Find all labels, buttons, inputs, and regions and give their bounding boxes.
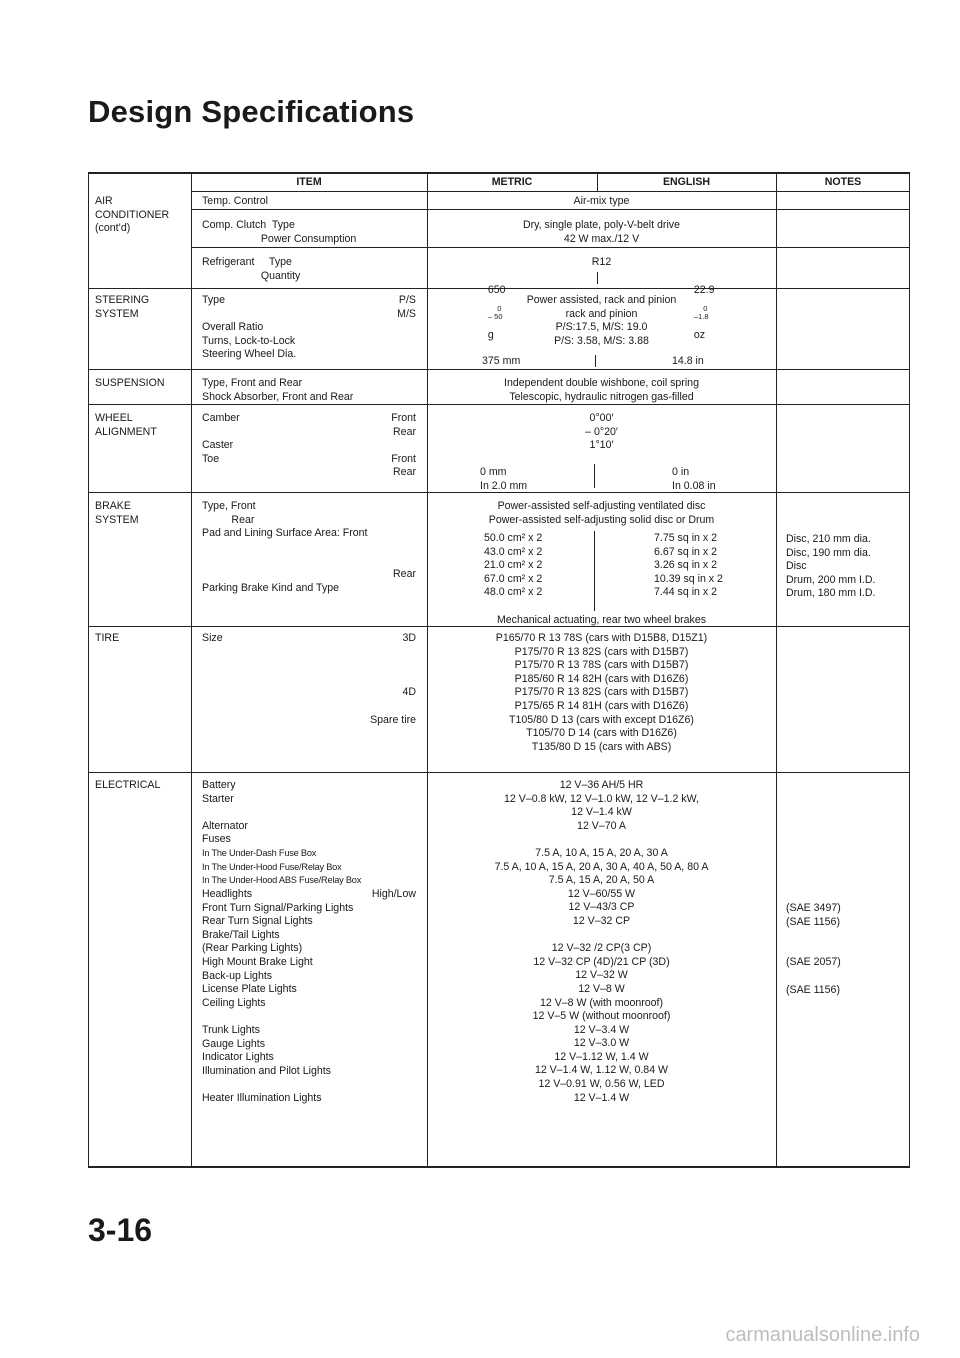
row-rule xyxy=(191,247,910,248)
ac-temp-val: Air-mix type xyxy=(573,195,630,207)
steering-val: Power assisted, rack and pinion rack and pinion P/S:17.5, M/S: 19.0 P/S: 3.58, M/S: 3.88 xyxy=(526,294,677,347)
brake-english-item: 3.26 sq in x 2 xyxy=(654,559,718,572)
ac-clutch-val: Dry, single plate, poly-V-belt drive 42 W max./12 V xyxy=(522,219,680,245)
steering-item-right: P/S M/S xyxy=(397,294,416,320)
ac-refr-type: R12 xyxy=(591,256,612,268)
section-rule xyxy=(88,369,910,370)
section-rule xyxy=(88,772,910,773)
tire-item-right: 3D 4D Spare tire xyxy=(370,632,416,726)
header-rule xyxy=(191,191,910,192)
ac-clutch-item: Comp. Clutch Type Power Consumption xyxy=(202,219,357,245)
alignment-toe-english: 0 in In 0.08 in xyxy=(672,466,716,492)
suspension-val: Independent double wishbone, coil spring Telescopic, hydraulic nitrogen gas-filled xyxy=(504,377,699,403)
page-title: Design Specifications xyxy=(88,94,415,129)
section-ac: AIR CONDITIONER (cont’d) xyxy=(95,195,170,235)
section-brake: BRAKE SYSTEM xyxy=(95,500,139,526)
alignment-val: 0°00′ – 0°20′ 1°10′ xyxy=(585,412,618,452)
header-metric: METRIC xyxy=(491,176,533,188)
ac-refr-metric: 650 0 – 50 g xyxy=(487,283,506,342)
brake-metric-item: 21.0 cm² x 2 xyxy=(484,559,543,572)
section-electrical: ELECTRICAL xyxy=(95,779,161,791)
brake-metric-item: 50.0 cm² x 2 xyxy=(484,532,543,544)
split-mark xyxy=(595,355,596,367)
brake-metric-item: 43.0 cm² x 2 xyxy=(484,545,543,558)
page-number: 3-16 xyxy=(88,1212,153,1248)
electrical-notes: (SAE 3497) (SAE 1156) (SAE 2057) (SAE 1156) xyxy=(786,902,841,996)
brake-english-item: 6.67 sq in x 2 xyxy=(654,545,718,558)
electrical-headlight-right: High/Low xyxy=(371,888,416,900)
header-item: ITEM xyxy=(296,176,322,188)
split-mark xyxy=(597,272,598,284)
tire-val: P165/70 R 13 78S (cars with D15B8, D15Z1) P175/70 R 13 82S (cars with D15B7) P175/70 R 13 78S (cars with D15B7) P185/60 R 14 82H (cars with D16Z6) P175/70 R 13 82S (cars with D15B7) P175/65 R 14 81H (cars with D16Z6) T105/80 D 13 (cars with except D16Z6) T105/70 D 14 (cars with D16Z6) T135/80 D 15 (cars with ABS) xyxy=(495,632,708,753)
brake-english-list xyxy=(654,532,723,600)
brake-val-top: Power-assisted self-adjusting ventilated disc Power-assisted self-adjusting solid disc or Drum xyxy=(488,500,715,526)
electrical-fuse-items: In The Under-Dash Fuse Box In The Under-Hood Fuse/Relay Box In The Under-Hood ABS Fuse/Relay Box xyxy=(202,848,362,886)
alignment-item-right: Front Rear Front Rear xyxy=(391,412,416,479)
row-rule xyxy=(191,209,910,210)
section-tire: TIRE xyxy=(95,632,120,644)
steering-wheel-english: 14.8 in xyxy=(672,355,704,367)
section-alignment: WHEEL ALIGNMENT xyxy=(95,412,157,438)
brake-notes: Disc, 210 mm dia. Disc, 190 mm dia. Disc Drum, 200 mm I.D. Drum, 180 mm I.D. xyxy=(786,533,876,600)
brake-metric-item: 67.0 cm² x 2 xyxy=(484,572,543,585)
brake-english-item: 7.44 sq in x 2 xyxy=(654,586,718,599)
tire-item: Size xyxy=(202,632,223,644)
alignment-item: Camber Caster Toe xyxy=(202,412,240,465)
brake-english-item: 10.39 sq in x 2 xyxy=(654,572,723,585)
watermark: carmanualsonline.info xyxy=(725,1324,920,1346)
header-notes: NOTES xyxy=(824,176,862,188)
col-divider xyxy=(776,172,777,1168)
ac-refr-item: Refrigerant Type Quantity xyxy=(202,256,301,282)
brake-english-item: 7.75 sq in x 2 xyxy=(654,532,718,544)
suspension-item: Type, Front and Rear Shock Absorber, Front and Rear xyxy=(202,377,354,403)
electrical-item-a: Battery Starter Alternator Fuses xyxy=(202,779,248,846)
steering-item: Type Overall Ratio Turns, Lock-to-Lock Steering Wheel Dia. xyxy=(202,294,297,361)
brake-item-right: Rear xyxy=(393,568,416,580)
steering-wheel-metric: 375 mm xyxy=(482,355,521,367)
header-english: ENGLISH xyxy=(662,176,711,188)
col-divider xyxy=(191,172,192,1168)
electrical-item-b: Headlights Front Turn Signal/Parking Lights Rear Turn Signal Lights Brake/Tail Lights (Rear Parking Lights) High Mount Brake Light Back-up Lights License Plate Lights Ceiling Lights Trunk Lights Gauge Lights Indicator Lights Illumination and Pilot Lights Heater Illumination Lights xyxy=(202,888,354,1104)
brake-item: Type, Front Rear Pad and Lining Surface Area: Front Parking Brake Kind and Type xyxy=(202,500,368,594)
brake-metric-item: 48.0 cm² x 2 xyxy=(484,586,543,599)
split-mark xyxy=(594,464,595,488)
section-suspension: SUSPENSION xyxy=(95,377,165,389)
ac-refr-english: 22.9 0 –1.8 oz xyxy=(693,283,715,342)
alignment-toe-metric: 0 mm In 2.0 mm xyxy=(480,466,528,492)
split-mark xyxy=(594,531,595,611)
brake-parking: Mechanical actuating, rear two wheel brakes xyxy=(496,614,707,626)
brake-metric-list xyxy=(484,532,542,600)
section-steering: STEERING SYSTEM xyxy=(95,294,150,320)
electrical-val: 12 V–36 AH/5 HR 12 V–0.8 kW, 12 V–1.0 kW, 12 V–1.2 kW, 12 V–1.4 kW 12 V–70 A 7.5 A, 10 A, 15 A, 20 A, 30 A 7.5 A, 10 A, 15 A, 20 A, 30 A, 40 A, 50 A, 80 A 7.5 A, 15 A, 20 A, 50 A 12 V–60/55 W 12 V–43/3 CP 12 V–32 CP 12 V–32 /2 CP(3 CP) 12 V–32 CP (4D)/21 CP (3D) 12 V–32 W 12 V–8 W 12 V–8 W (with moonroof) 12 V–5 W (without moonroof) 12 V–3.4 W 12 V–3.0 W 12 V–1.12 W, 1.4 W 12 V–1.4 W, 1.12 W, 0.84 W 12 V–0.91 W, 0.56 W, LED 12 V–1.4 W xyxy=(494,779,709,1104)
ac-temp-item: Temp. Control xyxy=(202,195,268,207)
